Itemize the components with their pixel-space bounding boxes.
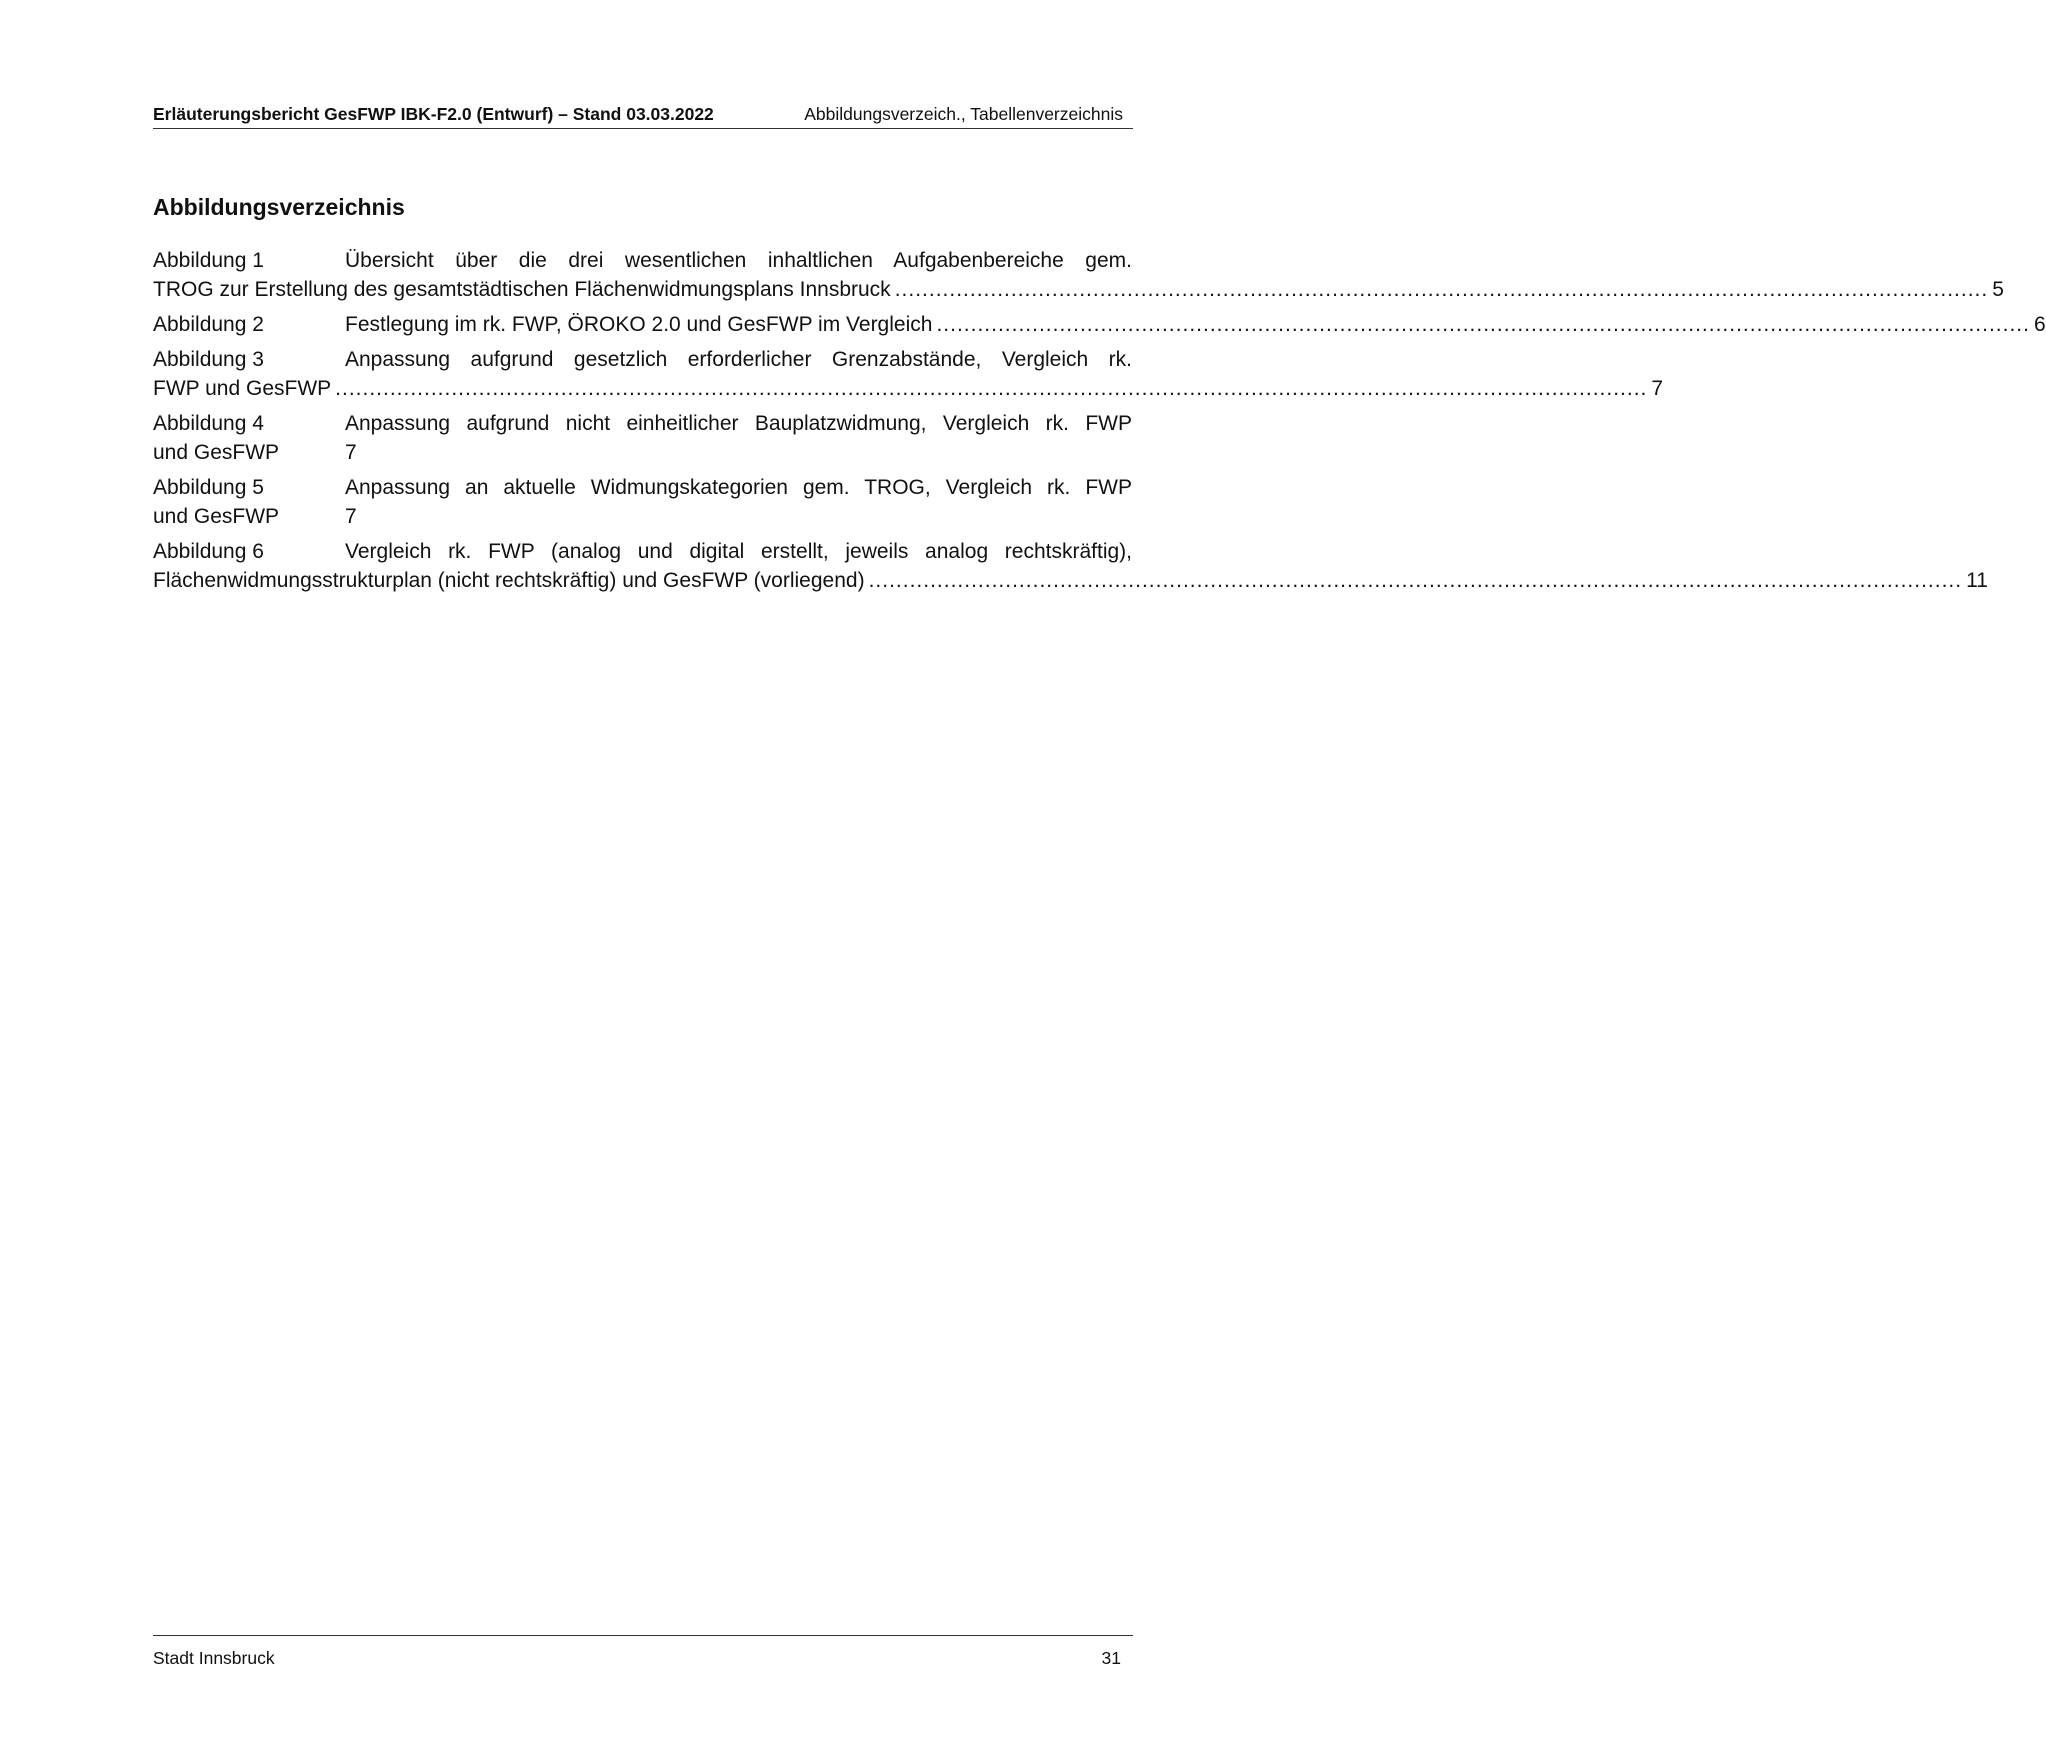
toc-entry-page: 11 [1966, 569, 1988, 592]
toc-entry-caption-line2: Flächenwidmungsstrukturplan (nicht rechtskräftig) und GesFWP (vorliegend) [153, 569, 865, 592]
toc-entry-caption-line1: Vergleich rk. FWP (analog und digital erstellt, jeweils analog rechtskräftig), [345, 540, 1132, 563]
toc-entry-3[interactable] [153, 345, 1664, 403]
toc-entry-page: 5 [1992, 278, 2004, 301]
dot-leader: ................................................................................................................................................................ [894, 278, 1989, 301]
toc-entry-page: 7 [345, 441, 357, 464]
toc-entry-label: Abbildung 2 [153, 313, 264, 336]
toc-entry-caption-line2: FWP und GesFWP [153, 377, 332, 400]
section-title: Abbildungsverzeichnis [153, 194, 405, 220]
toc-entry-5[interactable] [153, 473, 1132, 531]
toc-entry-caption-line1: Anpassung aufgrund nicht einheitlicher Bauplatzwidmung, Vergleich rk. FWP [345, 412, 1132, 435]
toc-entry-1[interactable] [153, 246, 2004, 304]
toc-entry-label: Abbildung 3 [153, 348, 264, 371]
figure-list [153, 246, 2046, 601]
page-footer [153, 1635, 1133, 1668]
dot-leader: ................................................................................................................................................................................................ [335, 377, 1648, 400]
page-number: 31 [1101, 1648, 1121, 1668]
toc-entry-page: 7 [345, 505, 357, 528]
header-section-name: Abbildungsverzeich., Tabellenverzeichnis [804, 104, 1123, 124]
toc-entry-caption-line2: und GesFWP [153, 441, 280, 464]
toc-entry-label: Abbildung 4 [153, 412, 264, 435]
toc-entry-2[interactable] [153, 310, 2046, 339]
toc-entry-label: Abbildung 5 [153, 476, 264, 499]
toc-entry-caption-line1: Festlegung im rk. FWP, ÖROKO 2.0 und GesFWP im Vergleich [345, 313, 933, 336]
toc-entry-caption-line2: TROG zur Erstellung des gesamtstädtischen Flächenwidmungsplans Innsbruck [153, 278, 891, 301]
toc-entry-label: Abbildung 1 [153, 249, 264, 272]
toc-entry-4[interactable] [153, 409, 1132, 467]
toc-entry-6[interactable] [153, 537, 1988, 595]
header-document-title: Erläuterungsbericht GesFWP IBK-F2.0 (Entwurf) – Stand 03.03.2022 [153, 104, 714, 124]
toc-entry-caption-line1: Übersicht über die drei wesentlichen inhaltlichen Aufgabenbereiche gem. [345, 249, 1132, 272]
footer-publisher: Stadt Innsbruck [153, 1648, 275, 1668]
toc-entry-caption-line2: und GesFWP [153, 505, 280, 528]
page-header [153, 100, 1133, 129]
dot-leader: ................................................................................................................................................................ [936, 313, 2030, 336]
dot-leader: ................................................................................................................................................................ [868, 569, 1963, 592]
toc-entry-caption-line1: Anpassung an aktuelle Widmungskategorien gem. TROG, Vergleich rk. FWP [345, 476, 1132, 499]
toc-entry-page: 6 [2033, 313, 2046, 336]
toc-entry-label: Abbildung 6 [153, 540, 264, 563]
toc-entry-page: 7 [1651, 377, 1664, 400]
toc-entry-caption-line1: Anpassung aufgrund gesetzlich erforderlicher Grenzabstände, Vergleich rk. [345, 348, 1132, 371]
